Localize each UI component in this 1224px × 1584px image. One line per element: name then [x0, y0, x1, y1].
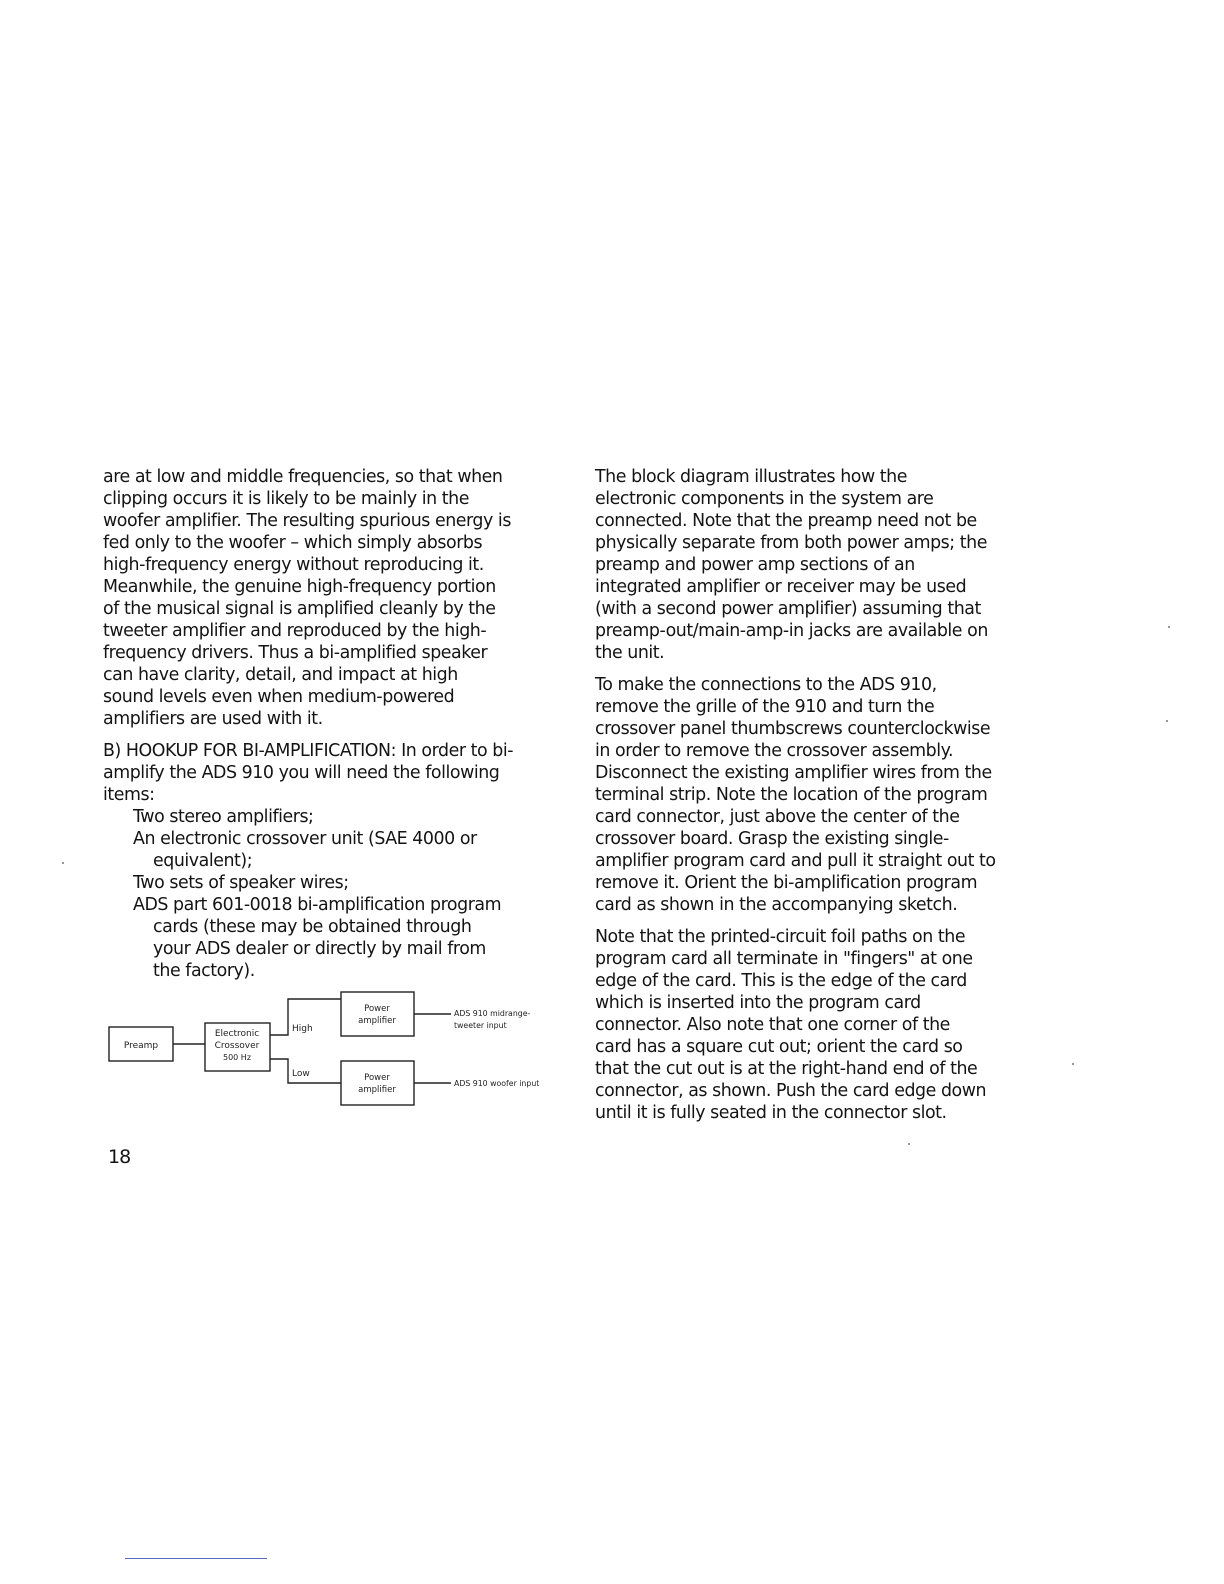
- amp-bottom-label-1: Power: [364, 1073, 390, 1083]
- output-top-label-1: ADS 910 midrange-: [454, 1009, 531, 1018]
- right-paragraph-3: Note that the printed-circuit foil paths on the program card all terminate in "fingers" at one edge of the card. This is the edge of the card which is inserted into the program card connector. Also note that one corner of the card has a square cut out; orient the card so that the cut out is at the right-hand end of the connector, as shown. Push the card edge down until it is fully seated in the connector slot.: [595, 927, 987, 1123]
- page-number: 18: [108, 1146, 131, 1168]
- crossover-label-2: Crossover: [214, 1041, 260, 1051]
- right-paragraph-2: To make the connections to the ADS 910, remove the grille of the 910 and turn the crossover panel thumbscrews counterclockwise in order to remove the crossover assembly. Disconnect the existing amplifier wires from the terminal strip. Note the location of the program card connector, just above the center of the crossover board. Grasp the existing single- amplifier program card and pull it straight out to remove it. Orient the bi-amplification program card as shown in the accompanying sketch.: [595, 675, 996, 915]
- crossover-label-1: Electronic: [214, 1029, 260, 1039]
- bottom-rule: [125, 1558, 267, 1559]
- high-label: High: [292, 1024, 313, 1034]
- low-label: Low: [292, 1069, 310, 1079]
- crossover-label-3: 500 Hz: [222, 1053, 252, 1062]
- preamp-label: Preamp: [123, 1041, 159, 1051]
- amp-bottom-box: [341, 1061, 414, 1105]
- left-paragraph-2: B) HOOKUP FOR BI-AMPLIFICATION: In order to bi- amplify the ADS 910 you will need the following items:: [103, 741, 514, 805]
- scan-speck: [1168, 626, 1170, 628]
- amp-bottom-label-2: amplifier: [358, 1085, 396, 1095]
- left-paragraph-1: are at low and middle frequencies, so that when clipping occurs it is likely to be mainly in the woofer amplifier. The resulting spurious energy is fed only to the woofer – which simply absorbs high-frequency energy without reproducing it. Meanwhile, the genuine high-frequency portion of the musical signal is amplified cleanly by the tweeter amplifier and reproduced by the high- frequency drivers. Thus a bi-amplified speaker can have clarity, detail, and impact at high sound levels even when medium-powered amplifiers are used with it.: [103, 467, 511, 729]
- scan-speck: [1072, 1063, 1074, 1065]
- right-column: [595, 466, 1050, 1134]
- list-item: Two stereo amplifiers;: [133, 807, 314, 827]
- scan-speck: [908, 1143, 910, 1145]
- list-item: An electronic crossover unit (SAE 4000 or equivalent);: [133, 829, 477, 871]
- amp-top-box: [341, 992, 414, 1036]
- block-diagram: [103, 985, 563, 1115]
- scan-speck: [62, 862, 64, 864]
- output-bottom-label: ADS 910 woofer input: [454, 1079, 540, 1088]
- output-top-label-2: tweeter input: [454, 1021, 507, 1030]
- left-column: [103, 466, 555, 982]
- right-paragraph-1: The block diagram illustrates how the electronic components in the system are connected. Note that the preamp need not be physically separate from both power amps; the preamp and power amp sections of an integrated amplifier or receiver may be used (with a second power amplifier) assuming that preamp-out/main-amp-in jacks are available on the unit.: [595, 467, 988, 663]
- list-item: Two sets of speaker wires;: [133, 873, 349, 893]
- scan-speck: [1166, 720, 1168, 722]
- list-item: ADS part 601-0018 bi-amplification program cards (these may be obtained through your ADS dealer or directly by mail from the factory).: [133, 895, 502, 981]
- amp-top-label-1: Power: [364, 1004, 390, 1014]
- amp-top-label-2: amplifier: [358, 1016, 396, 1026]
